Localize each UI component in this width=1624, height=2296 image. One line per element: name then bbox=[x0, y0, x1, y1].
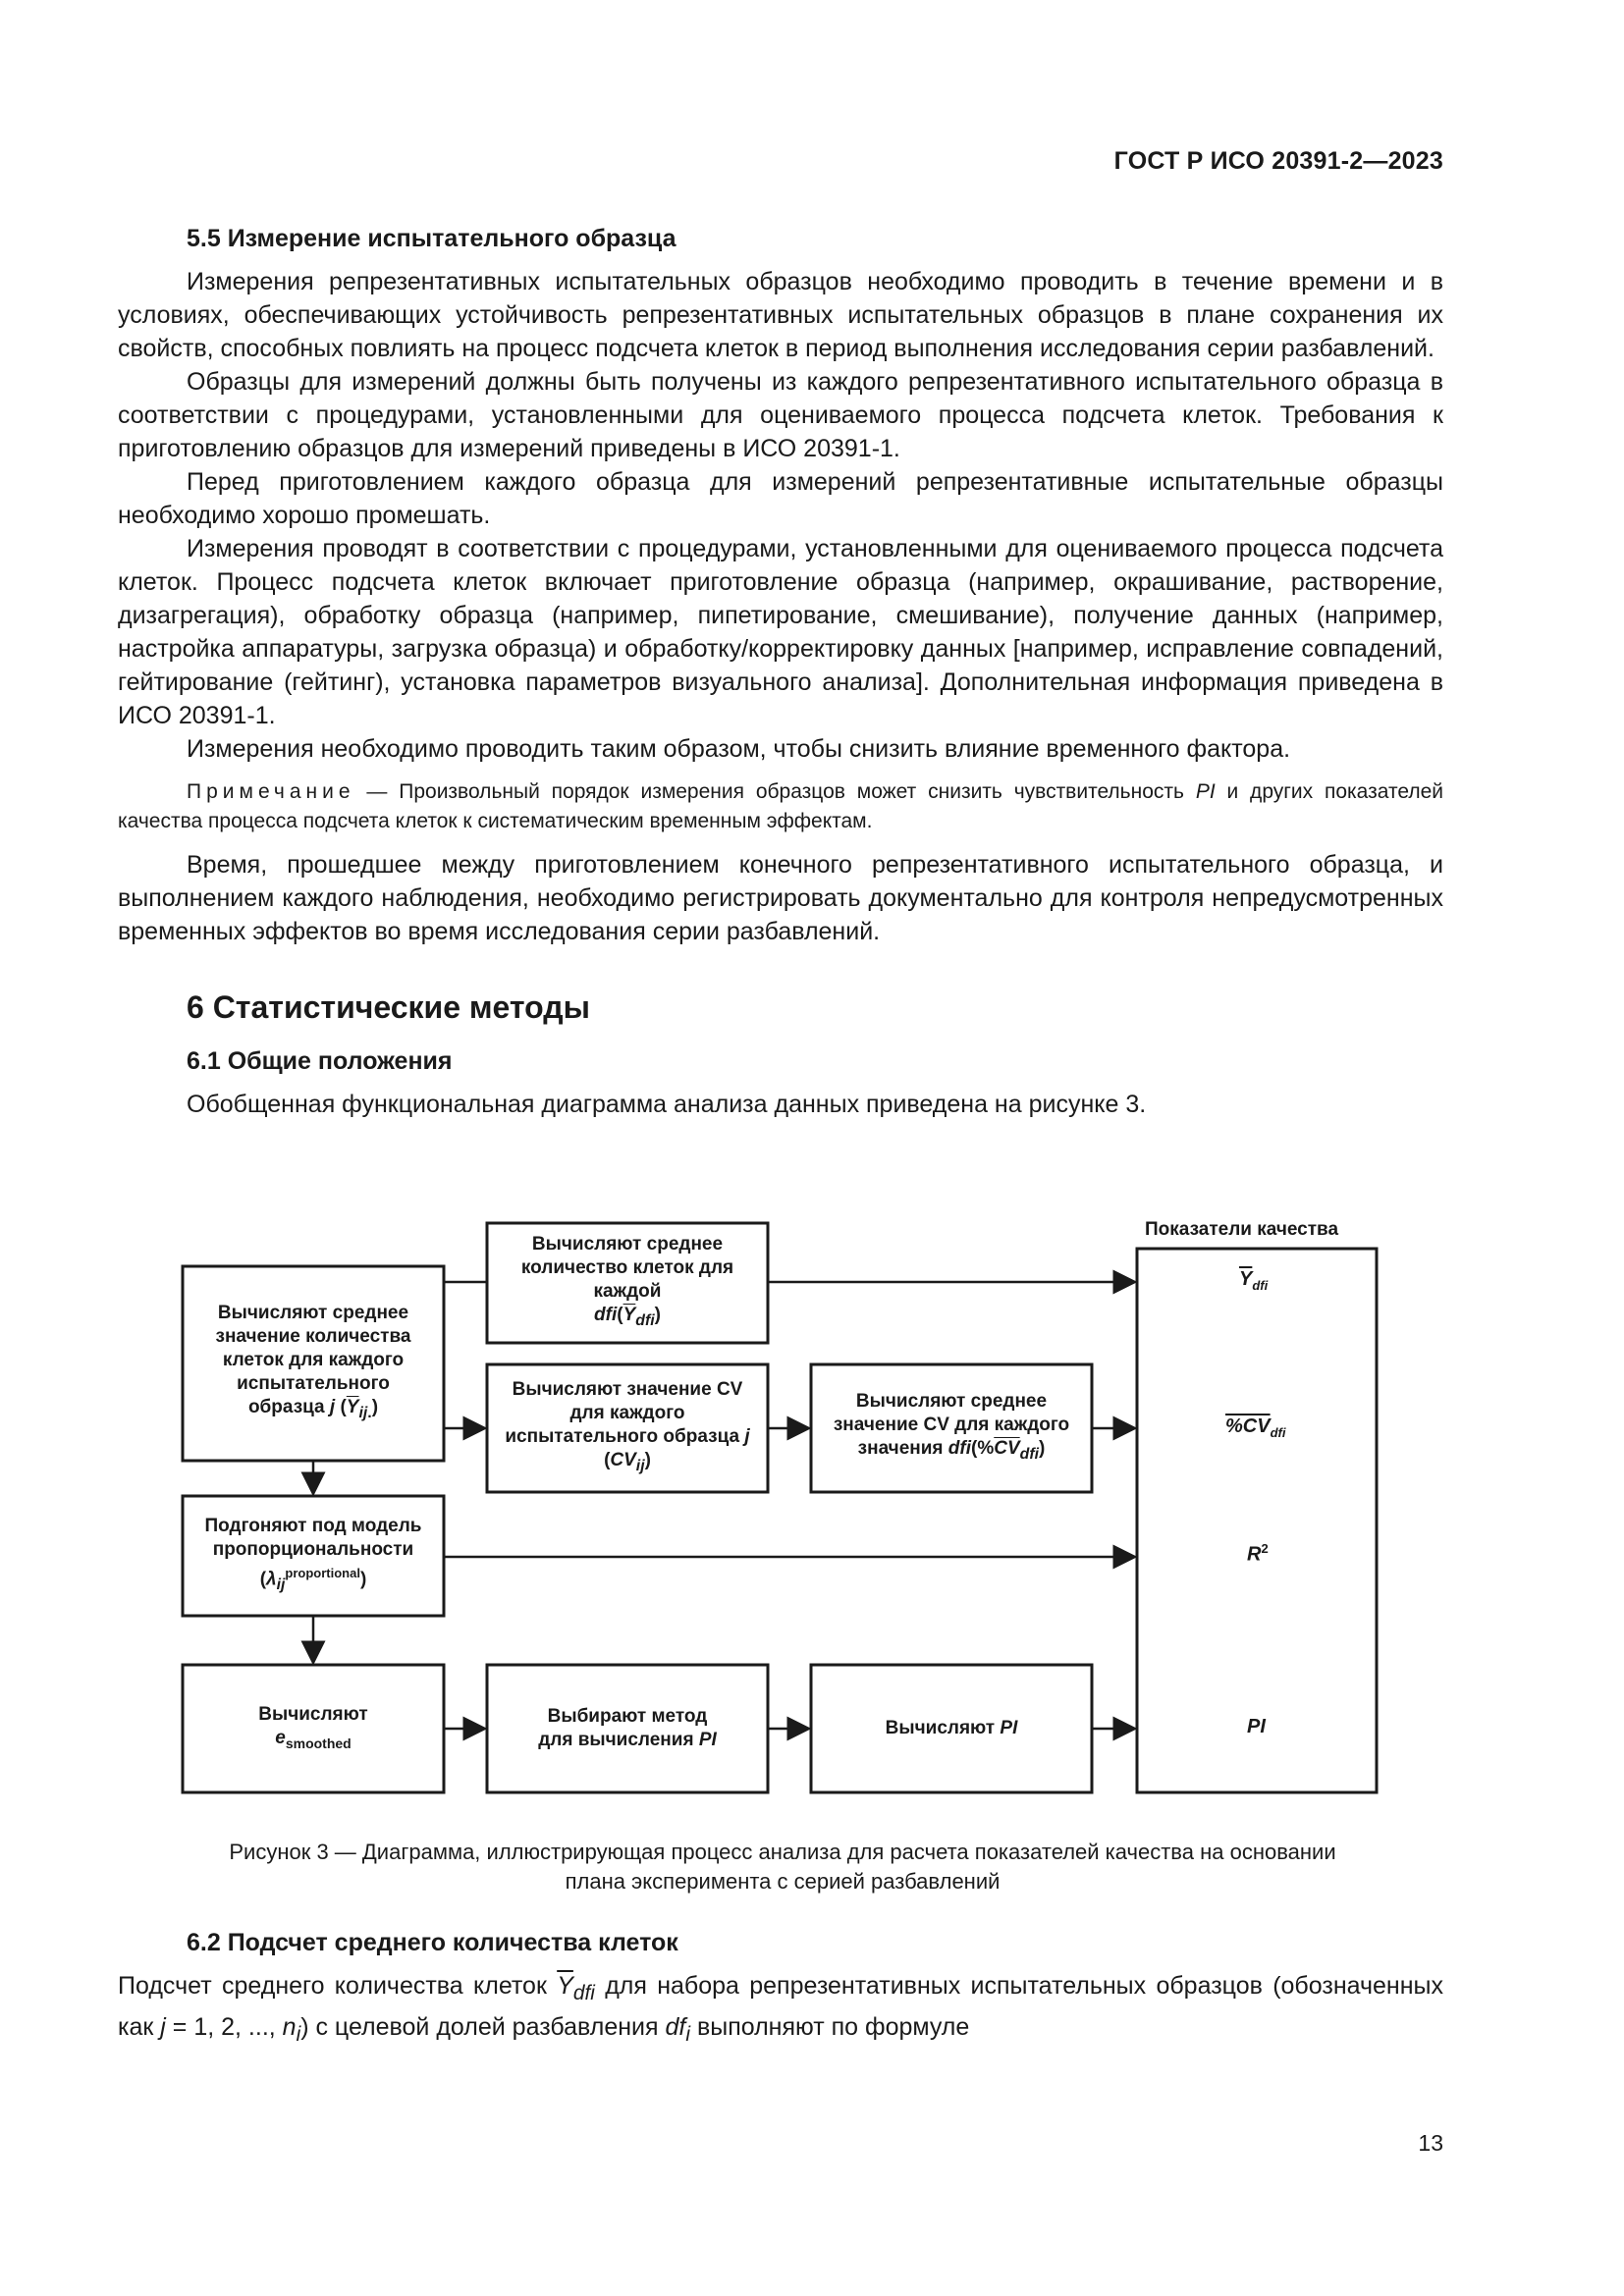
quality-y-dfi: $\overline{Y}_{dfi}$ bbox=[1239, 1268, 1269, 1293]
paragraph: Измерения репрезентативных испытательных образцов необходимо проводить в течение времени и в условиях, обеспечивающих устойчивость репрезентативных испытательных образцов в плане сохранения их свойств, способных повлиять на процесс подсчета клеток в период выполнения исследования серии разбавлений. bbox=[118, 268, 1443, 362]
paragraph: Образцы для измерений должны быть получены из каждого репрезентативного испытательного образца в соответствии с процедурами, установленными для оцениваемого процесса подсчета клеток. Требования к приготовлению образцов для измерений приведены в ИСО 20391-1. bbox=[118, 368, 1443, 462]
paragraph: Измерения необходимо проводить таким образом, чтобы снизить влияние временного фактора. bbox=[187, 735, 1291, 763]
main-text bbox=[118, 222, 1443, 1121]
paragraph: Подсчет среднего количества клеток $\overline{Y}_{dfi}$ для набора репрезентативных испытательных образцов (обозначенных как j = 1, 2, ..., $n_i$) с целевой долей разбавления $df_i$ выполняют по формуле bbox=[118, 1972, 1443, 2046]
page-number: 13 bbox=[1418, 2130, 1443, 2156]
section-6-2-title: 6.2 Подсчет среднего количества клеток bbox=[187, 1929, 678, 1956]
box-pi-text: Вычисляют PI bbox=[885, 1718, 1018, 1738]
section-5-5-title: 5.5 Измерение испытательного образца bbox=[187, 225, 677, 252]
section-6-title: 6 Статистические методы bbox=[187, 989, 590, 1025]
section-6-1-title: 6.1 Общие положения bbox=[187, 1047, 453, 1075]
figure-3-diagram bbox=[0, 1207, 1624, 1816]
document-code: ГОСТ Р ИСО 20391-2—2023 bbox=[1113, 147, 1443, 175]
note-label: Примечание bbox=[187, 780, 355, 803]
box-cv-sample-text: Вычисляют значение CV для каждого испытательного образца j $(CV_{ij})$ bbox=[505, 1379, 750, 1474]
box-fit-text: Подгоняют под модель пропорциональности $(\lambda_{ij}^{proportional})$ bbox=[204, 1515, 422, 1594]
paragraph: Перед приготовлением каждого образца для измерений репрезентативные испытательные образцы необходимо хорошо промешать. bbox=[118, 468, 1443, 529]
section-6-1-lead: Обобщенная функциональная диаграмма анализа данных приведена на рисунке 3. bbox=[187, 1091, 1147, 1118]
section-6-2 bbox=[118, 1926, 1443, 2052]
quality-title: Показатели качества bbox=[1145, 1219, 1339, 1240]
quality-cv-dfi: $\%CV_{dfi}$ bbox=[1225, 1415, 1286, 1440]
box-mean-sample-text: Вычисляют среднее значение количества клеток для каждого испытательного образца j $(\overline{Y}_{ij.})$ bbox=[215, 1303, 411, 1421]
box-smoothed-text: Вычисляют $e_{smoothed}$ bbox=[258, 1703, 368, 1751]
quality-pi: PI bbox=[1247, 1716, 1266, 1737]
box-method-text: Выбирают метод для вычисления PI bbox=[538, 1706, 717, 1750]
note: Примечание — Произвольный порядок измерения образцов может снизить чувствительность PI и других показателей качества процесса подсчета клеток к систематическим временным эффектам. bbox=[118, 780, 1444, 832]
quality-box bbox=[1137, 1249, 1377, 1792]
paragraph: Время, прошедшее между приготовлением конечного репрезентативного испытательного образца, и выполнением каждого наблюдения, необходимо регистрировать документально для контроля непредусмотренных временных эффектов во время исследования серии разбавлений. bbox=[118, 851, 1443, 945]
paragraph: Измерения проводят в соответствии с процедурами, установленными для оцениваемого процесса подсчета клеток. Процесс подсчета клеток включает приготовление образца (например, окрашивание, растворение, дизагрегация), обработку образца (например, пипетирование, смешивание), получение данных (например, настройка аппаратуры, загрузка образца) и обработку/корректировку данных [например, исправление совпадений, гейтирование (гейтинг), установка параметров визуального анализа]. Дополнительная информация приведена в ИСО 20391-1. bbox=[118, 535, 1443, 729]
box-mean-dfi-text: Вычисляют среднее количество клеток для каждой $dfi(\overline{Y}_{dfi})$ bbox=[520, 1234, 734, 1329]
box-mean-cv-text: Вычисляют среднее значение CV для каждого значения $dfi(\%\overline{CV}_{dfi})$ bbox=[833, 1391, 1070, 1463]
figure-caption: Рисунок 3 — Диаграмма, иллюстрирующая процесс анализа для расчета показателей качества на основании плана эксперимента с серией разбавлений bbox=[229, 1840, 1336, 1894]
quality-r2: $R^2$ bbox=[1247, 1541, 1269, 1566]
